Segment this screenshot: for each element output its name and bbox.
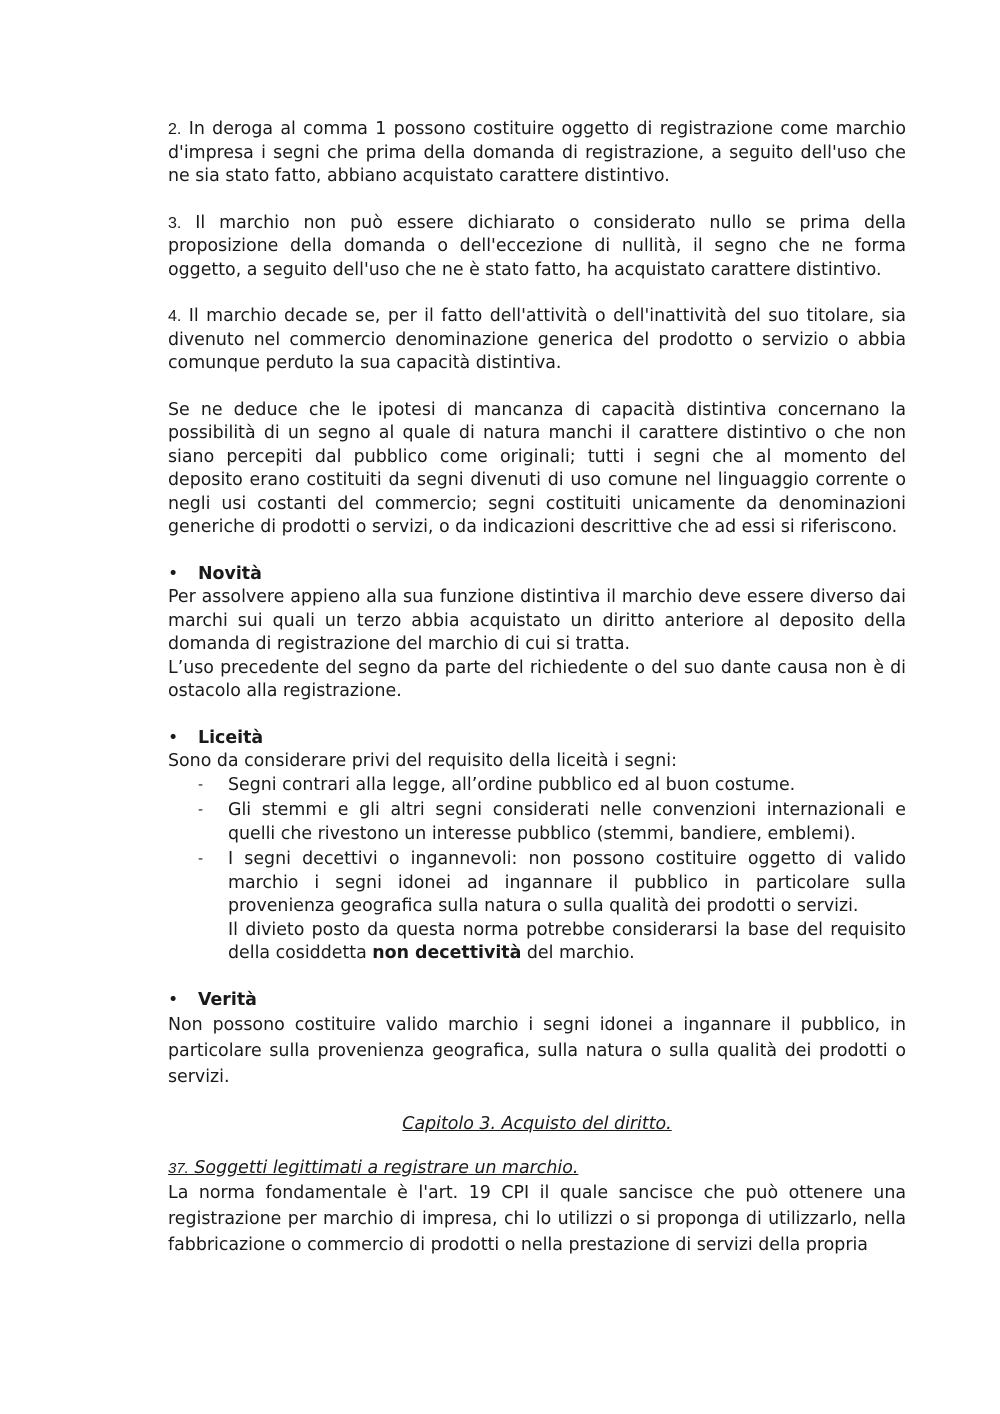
section-liceita — [168, 727, 906, 966]
paragraph-number: 3. — [168, 214, 182, 232]
section-heading — [168, 727, 906, 751]
section-heading — [168, 989, 906, 1013]
section-novita — [168, 563, 906, 704]
liceita-list — [168, 774, 906, 966]
paragraph-text: Il marchio non può essere dichiarato o considerato nullo se prima della proposizione della domanda o dell'eccezione di nullità, il segno che ne forma oggetto, a seguito dell'uso che ne è stato fatto, ha acquistato carattere distintivo. — [168, 212, 907, 280]
subsection-heading — [168, 1157, 906, 1181]
bold-term: non decettività — [372, 943, 522, 963]
list-item-note — [228, 920, 906, 964]
chapter-title: Capitolo 3. Acquisto del diritto. — [402, 1114, 672, 1134]
subsection-title: Soggetti legittimati a registrare un marchio. — [194, 1157, 579, 1178]
paragraph-comma-2 — [168, 118, 906, 189]
list-item-text: Gli stemmi e gli altri segni considerati nelle convenzioni internazionali e quelli che rivestono un interesse pubblico (stemmi, bandiere, emblemi). — [228, 800, 906, 844]
section-text: L’uso precedente del segno da parte del richiedente o del suo dante causa non è di ostacolo alla registrazione. — [168, 657, 906, 701]
bullet-icon: • — [168, 563, 179, 584]
dash-icon: - — [198, 776, 204, 793]
section-heading — [168, 563, 906, 587]
list-item-content — [228, 848, 906, 966]
subsection-text: La norma fondamentale è l'art. 19 CPI il quale sancisce che può ottenere una registrazione per marchio di impresa, chi lo utilizzi o si proponga di utilizzarlo, nella fabbricazione o commercio di prodotti o nella prestazione di servizi della propria — [168, 1183, 906, 1255]
section-intro: Sono da considerare privi del requisito della liceità i segni: — [168, 751, 677, 771]
list-item-text: I segni decettivi o ingannevoli: non possono costituire oggetto di valido marchio i segni idonei ad ingannare il pubblico in particolare sulla provenienza geografica sulla natura o sulla qualità dei prodotti o servizi. — [228, 849, 906, 916]
section-verita — [168, 989, 906, 1091]
section-title: Verità — [198, 989, 257, 1010]
paragraph-comma-3 — [168, 212, 906, 283]
dash-icon: - — [198, 851, 204, 867]
list-item — [198, 774, 906, 798]
bullet-icon: • — [168, 989, 179, 1010]
dash-icon: - — [198, 802, 204, 818]
paragraph-number: 4. — [168, 308, 182, 325]
section-text: Non possono costituire valido marchio i segni idonei a ingannare il pubblico, in particolare sulla provenienza geografica, sulla natura o sulla qualità dei prodotti o servizi. — [168, 1015, 906, 1087]
list-item-text: Segni contrari alla legge, all’ordine pubblico ed al buon costume. — [228, 774, 796, 795]
note-text-end: del marchio. — [521, 943, 635, 963]
section-text: Per assolvere appieno alla sua funzione distintiva il marchio deve essere diverso dai marchi sui quali un terzo abbia acquistato un diritto anteriore al deposito della domanda di registrazione del marchio di cui si tratta. — [168, 587, 906, 654]
paragraph-comma-4 — [168, 305, 906, 376]
paragraph-deduction: Se ne deduce che le ipotesi di mancanza di capacità distintiva concernano la possibilità di un segno al quale di natura manchi il carattere distintivo o che non siano percepiti dal pubblico come originali; tutti i segni che al momento del deposito erano costituiti da segni divenuti di uso comune nel linguaggio corrente o negli usi costanti del commercio; segni costituiti unicamente da denominazioni generiche di prodotti o servizi, o da indicazioni descrittive che ad essi si riferiscono. — [168, 399, 906, 537]
paragraph-number: 2. — [168, 121, 182, 138]
list-item — [198, 799, 906, 846]
document-page — [168, 118, 906, 1258]
section-title: Liceità — [198, 727, 264, 748]
bullet-icon: • — [168, 727, 179, 748]
section-title: Novità — [198, 563, 262, 584]
note-text: Il divieto posto da questa norma potrebbe considerarsi la base del requisito della cosiddetta — [228, 919, 906, 963]
paragraph-text: Il marchio decade se, per il fatto dell'attività o dell'inattività del suo titolare, sia divenuto nel commercio denominazione generica del prodotto o servizio o abbia comunque perduto la sua capacità distintiva. — [168, 306, 907, 373]
list-item — [198, 848, 906, 966]
paragraph-text: In deroga al comma 1 possono costituire oggetto di registrazione come marchio d'impresa i segni che prima della domanda di registrazione, a seguito dell'uso che ne sia stato fatto, abbiano acquistato carattere distintivo. — [168, 119, 906, 186]
subsection-number: 37. — [168, 1159, 189, 1177]
